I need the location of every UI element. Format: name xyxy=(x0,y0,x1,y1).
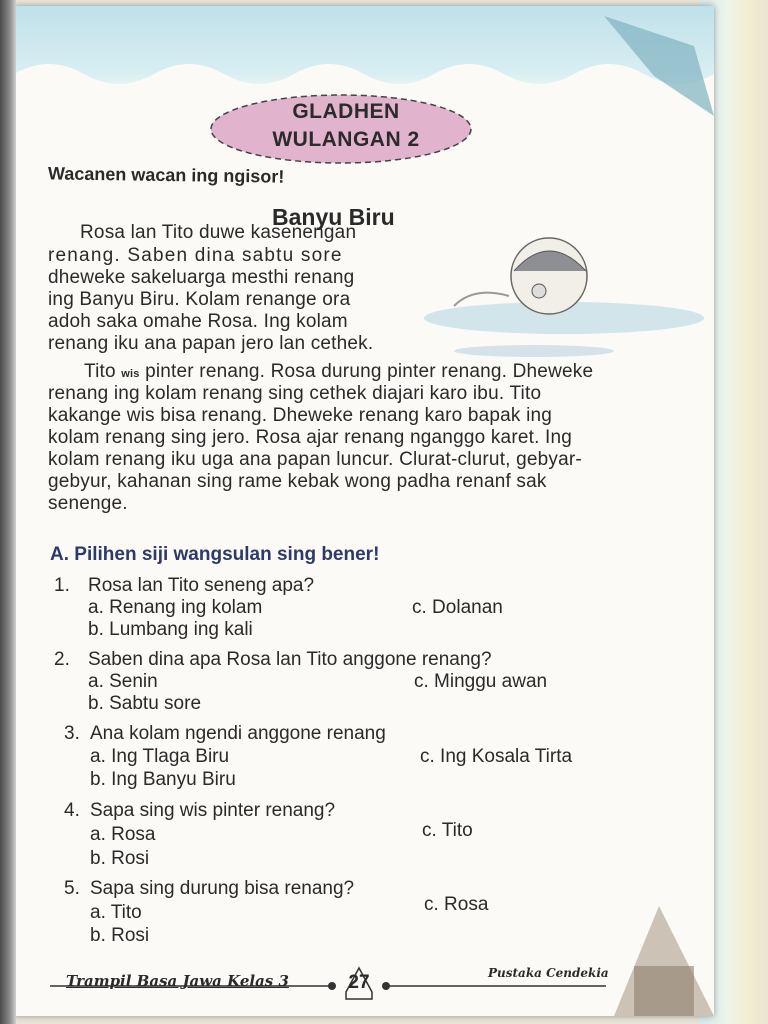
question-text: Ana kolam ngendi anggone renang xyxy=(90,723,386,744)
question-number: 1. xyxy=(54,575,70,596)
title-line-2: WULANGAN 2 xyxy=(272,128,420,151)
reading-instruction: Wacanen wacan ing ngisor! xyxy=(47,163,285,187)
story-line: kolam renang sing jero. Rosa ajar renang nganggo karet. Ing xyxy=(48,427,573,448)
page-number: 27 xyxy=(348,972,370,993)
question-text: Sapa sing wis pinter renang? xyxy=(90,800,336,821)
story-word: Tito xyxy=(84,361,116,382)
story-line: adoh saka omahe Rosa. Ing kolam xyxy=(48,311,348,332)
story-line: Rosa lan Tito duwe kasenengan xyxy=(80,222,357,243)
option-b: b. Lumbang ing kali xyxy=(88,619,253,640)
option-b: b. Ing Banyu Biru xyxy=(90,769,236,790)
title-line-1: GLADHEN xyxy=(292,100,400,123)
worksheet-title xyxy=(236,98,456,154)
option-c: c. Tito xyxy=(422,820,473,841)
story-line xyxy=(84,361,593,385)
workbook-page xyxy=(14,6,714,1016)
option-a: a. Tito xyxy=(90,902,142,923)
book-title: Trampil Basa Jawa Kelas 3 xyxy=(66,972,289,990)
story-line: ing Banyu Biru. Kolam renange ora xyxy=(48,289,351,310)
story-line: gebyur, kahanan sing rame kebak wong padha renanf sak xyxy=(48,471,547,492)
question-number: 2. xyxy=(54,649,70,670)
handwritten-insert: wis xyxy=(121,368,140,380)
option-a: a. Senin xyxy=(88,671,158,692)
story-line: kolam renang iku uga ana papan luncur. Clurat-clurut, gebyar- xyxy=(48,449,582,470)
option-a: a. Renang ing kolam xyxy=(88,597,263,618)
question-text: Sapa sing durung bisa renang? xyxy=(90,878,355,899)
question-number: 5. xyxy=(64,878,80,899)
option-b: b. Sabtu sore xyxy=(88,693,202,714)
book-spine xyxy=(0,0,16,1024)
question-text: Rosa lan Tito seneng apa? xyxy=(88,575,315,596)
option-a: a. Rosa xyxy=(90,824,156,845)
option-c: c. Minggu awan xyxy=(414,671,548,692)
story-line: dheweke sakeluarga mesthi renang xyxy=(48,267,355,288)
option-c: c. Ing Kosala Tirta xyxy=(420,746,573,767)
story-line: senenge. xyxy=(48,493,128,514)
story-line: kakange wis bisa renang. Dheweke renang karo bapak ing xyxy=(48,405,553,426)
story-line: renang ing kolam renang sing cethek diajari karo ibu. Tito xyxy=(48,383,542,404)
swimmer-illustration xyxy=(414,236,704,366)
option-c: c. Rosa xyxy=(424,894,489,915)
option-b: b. Rosi xyxy=(90,925,150,946)
question-text: Saben dina apa Rosa lan Tito anggone renang? xyxy=(88,649,492,670)
section-a-heading: A. Pilihen siji wangsulan sing bener! xyxy=(50,544,380,565)
question-number: 4. xyxy=(64,800,80,821)
option-a: a. Ing Tlaga Biru xyxy=(90,746,230,767)
corner-decoration xyxy=(594,6,714,116)
story-line: renang iku ana papan jero lan cethek. xyxy=(48,333,374,354)
question-number: 3. xyxy=(64,723,80,744)
story-title: Banyu Biru xyxy=(272,204,395,230)
option-b: b. Rosi xyxy=(90,848,150,869)
story-word: pinter renang. Rosa durung pinter renang. Dheweke xyxy=(145,361,594,382)
story-line: renang. Saben dina sabtu sore xyxy=(48,245,343,266)
publisher-name: Pustaka Cendekia xyxy=(488,966,609,980)
option-c: c. Dolanan xyxy=(412,597,503,618)
